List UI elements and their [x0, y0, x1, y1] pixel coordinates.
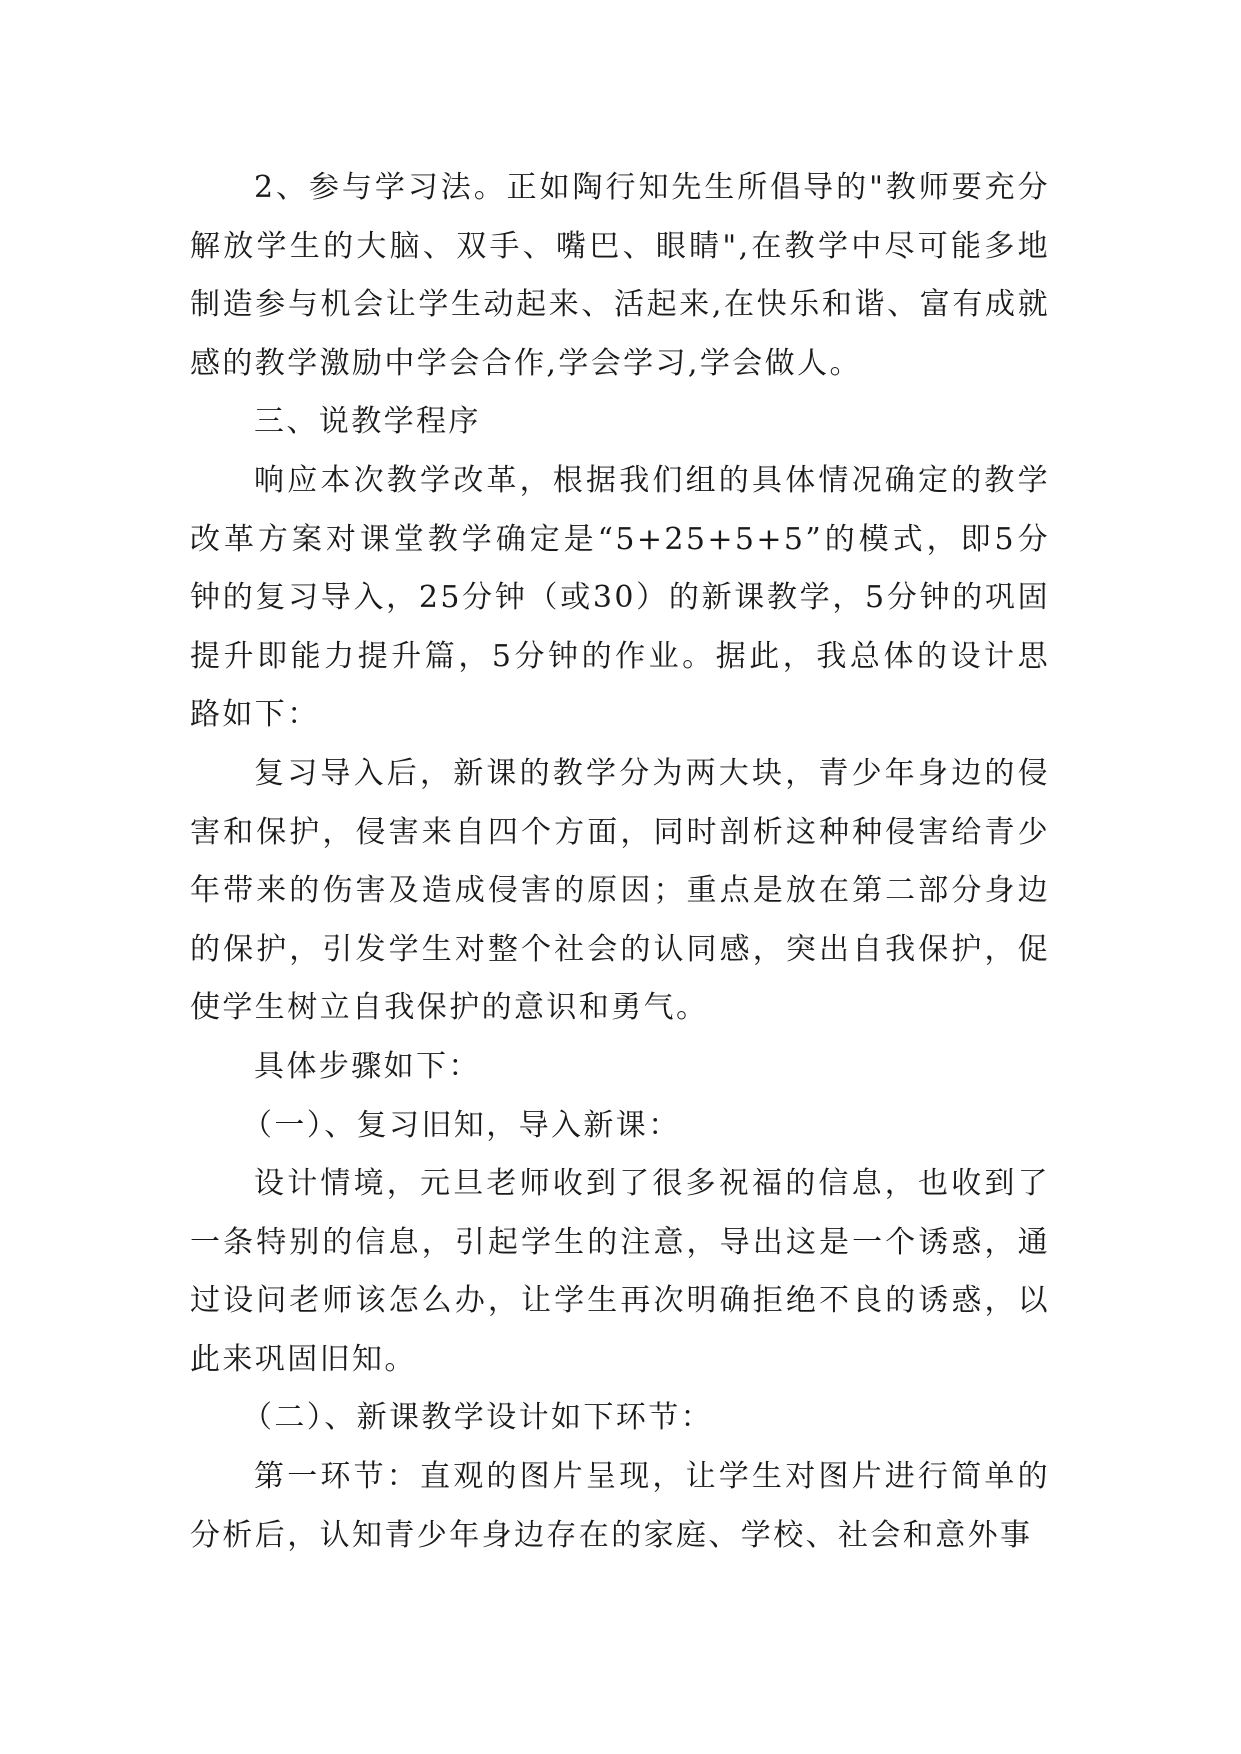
paragraph-reform-model: 响应本次教学改革，根据我们组的具体情况确定的教学改革方案对课堂教学确定是“5+25+5+5”的模式，即5分钟的复习导入，25分钟（或30）的新课教学，5分钟的巩固提升即能力提升篇，5分钟的作业。据此，我总体的设计思路如下： [190, 462, 1050, 733]
paragraph-lesson-structure: 复习导入后，新课的教学分为两大块，青少年身边的侵害和保护，侵害来自四个方面，同时剖析这种种侵害给青少年带来的伤害及造成侵害的原因；重点是放在第二部分身边的保护，引发学生对整个社会的认同感，突出自我保护，促使学生树立自我保护的意识和勇气。 [190, 755, 1050, 1026]
section-heading-teaching-procedure: 三、说教学程序 [254, 404, 481, 440]
subheading-review-intro: （一）、复习旧知，导入新课： [242, 1107, 681, 1143]
paragraph-steps-intro: 具体步骤如下： [254, 1048, 481, 1084]
subheading-new-lesson: （二）、新课教学设计如下环节： [242, 1400, 713, 1436]
paragraph-scenario-design: 设计情境，元旦老师收到了很多祝福的信息，也收到了一条特别的信息，引起学生的注意，导出这是一个诱惑，通过设问老师该怎么办，让学生再次明确拒绝不良的诱惑，以此来巩固旧知。 [190, 1166, 1050, 1377]
document-body [190, 159, 1050, 1565]
paragraph-first-stage: 第一环节：直观的图片呈现，让学生对图片进行简单的分析后，认知青少年身边存在的家庭、学校、社会和意外事 [190, 1459, 1050, 1553]
paragraph-participation-method: 2、参与学习法。正如陶行知先生所倡导的"教师要充分解放学生的大脑、双手、嘴巴、眼睛",在教学中尽可能多地制造参与机会让学生动起来、活起来,在快乐和谐、富有成就感的教学激励中学会合作,学会学习,学会做人。 [190, 170, 1050, 381]
